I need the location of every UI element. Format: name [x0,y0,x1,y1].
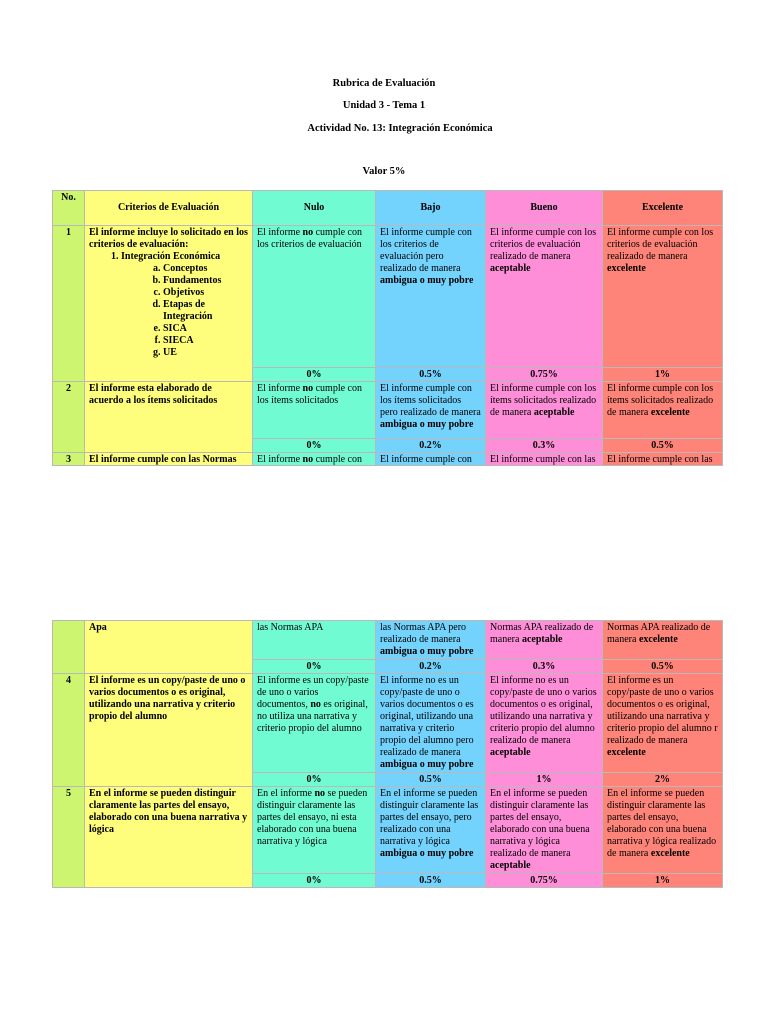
criteria-cell: El informe cumple con las Normas [85,453,253,466]
nulo-description: El informe es un copy/paste de uno o varios documentos, no es original, no utiliza una narrativa y criterio propio del alumno [253,674,376,773]
excelente-score: 0.5% [603,439,723,453]
excelente-description: En el informe se pueden distinguir claramente las partes del ensayo, elaborado con una buena narrativa y lógica realizado de manera excelente [603,787,723,874]
bueno-score: 0.3% [486,660,603,674]
col-header-criteria: Criterios de Evaluación [85,191,253,226]
table-row [53,453,723,466]
criteria-list [89,251,248,359]
excelente-description: El informe cumple con los criterios de evaluación realizado de manera excelente [603,226,723,368]
nulo-score: 0% [253,660,376,674]
row-number-continued [53,621,85,674]
excelente-score: 0.5% [603,660,723,674]
rubric-table-page-2 [52,620,723,888]
criteria-cell [85,226,253,382]
nulo-description: El informe no cumple con los criterios de evaluación [253,226,376,368]
unit-heading: Unidad 3 - Tema 1 [342,100,426,111]
row-number: 1 [53,226,85,382]
bueno-description: El informe cumple con los criterios de evaluación realizado de manera aceptable [486,226,603,368]
table-row [53,382,723,439]
criteria-cell: En el informe se pueden distinguir claramente las partes del ensayo, elaborado con una buena narrativa y lógica [85,787,253,888]
bueno-description: Normas APA realizado de manera aceptable [486,621,603,660]
list-item: c. Objetivos [163,287,248,299]
col-header-no: No. [53,191,85,226]
table-row [53,674,723,773]
bueno-score: 0.3% [486,439,603,453]
list-item: d. Etapas de Integración [163,299,248,323]
bajo-description: El informe cumple con [376,453,486,466]
bueno-score: 0.75% [486,874,603,888]
value-heading: Valor 5% [362,166,406,177]
nulo-score: 0% [253,368,376,382]
criteria-intro: El informe incluye lo solicitado en los criterios de evaluación: [89,227,248,250]
excelente-description: El informe es un copy/paste de uno o varios documentos o es original, utilizando una narrativa y criterio propio del alumno r realizado de manera excelente [603,674,723,773]
row-number: 5 [53,787,85,888]
list-item: b. Fundamentos [163,275,248,287]
nulo-description: El informe no cumple con los ítems solicitados [253,382,376,439]
document-title: Rubrica de Evaluación [332,78,436,89]
activity-heading: Actividad No. 13: Integración Económica [307,123,493,134]
list-item: f. SIECA [163,335,248,347]
bajo-score: 0.5% [376,773,486,787]
rubric-table-page-1 [52,190,723,466]
list-item: e. SICA [163,323,248,335]
list-item: 1. Integración Económica a. Conceptos b. Fundamentos c. Objetivos d. Etapas de Integración e. SICA f. SIECA g. UE [121,251,248,359]
bueno-score: 1% [486,773,603,787]
bajo-score: 0.5% [376,874,486,888]
row-number: 4 [53,674,85,787]
bueno-description: El informe no es un copy/paste de uno o varios documentos o es original, utilizando una narrativa y criterio propio del alumno realizado de manera aceptable [486,674,603,773]
criteria-cell: El informe es un copy/paste de uno o varios documentos o es original, utilizando una narrativa y criterio propio del alumno [85,674,253,787]
nulo-description: El informe no cumple con [253,453,376,466]
excelente-score: 1% [603,874,723,888]
nulo-score: 0% [253,439,376,453]
table-row [53,226,723,368]
bajo-description: El informe no es un copy/paste de uno o varios documentos o es original, utilizando una narrativa y criterio propio del alumno pero realizado de manera ambigua o muy pobre [376,674,486,773]
excelente-description: El informe cumple con los ítems solicitados realizado de manera excelente [603,382,723,439]
table-row [53,787,723,874]
bajo-score: 0.5% [376,368,486,382]
col-header-bajo: Bajo [376,191,486,226]
nulo-description: En el informe no se pueden distinguir claramente las partes del ensayo, ni esta elaborado con una buena narrativa y lógica [253,787,376,874]
excelente-description: El informe cumple con las [603,453,723,466]
criteria-cell: El informe esta elaborado de acuerdo a los ítems solicitados [85,382,253,453]
list-item: a. Conceptos [163,263,248,275]
col-header-nulo: Nulo [253,191,376,226]
table-row [53,621,723,660]
bajo-score: 0.2% [376,660,486,674]
bueno-description: El informe cumple con las [486,453,603,466]
bajo-description: El informe cumple con los ítems solicitados pero realizado de manera ambigua o muy pobre [376,382,486,439]
bajo-description: En el informe se pueden distinguir claramente las partes del ensayo, pero realizado con una narrativa y lógica ambigua o muy pobre [376,787,486,874]
bueno-description: El informe cumple con los ítems solicitados realizado de manera aceptable [486,382,603,439]
list-item: g. UE [163,347,248,359]
excelente-score: 1% [603,368,723,382]
row-number: 2 [53,382,85,453]
criteria-sublist [121,263,248,359]
excelente-description: Normas APA realizado de manera excelente [603,621,723,660]
col-header-excelente: Excelente [603,191,723,226]
excelente-score: 2% [603,773,723,787]
criteria-cell: Apa [85,621,253,674]
nulo-score: 0% [253,773,376,787]
bueno-description: En el informe se pueden distinguir claramente las partes del ensayo, elaborado con una buena narrativa y lógica realizado de manera aceptable [486,787,603,874]
bajo-score: 0.2% [376,439,486,453]
header-row [53,191,723,226]
bajo-description: las Normas APA pero realizado de manera ambigua o muy pobre [376,621,486,660]
row-number: 3 [53,453,85,466]
bajo-description: El informe cumple con los criterios de evaluación pero realizado de manera ambigua o muy pobre [376,226,486,368]
nulo-description: las Normas APA [253,621,376,660]
col-header-bueno: Bueno [486,191,603,226]
nulo-score: 0% [253,874,376,888]
bueno-score: 0.75% [486,368,603,382]
